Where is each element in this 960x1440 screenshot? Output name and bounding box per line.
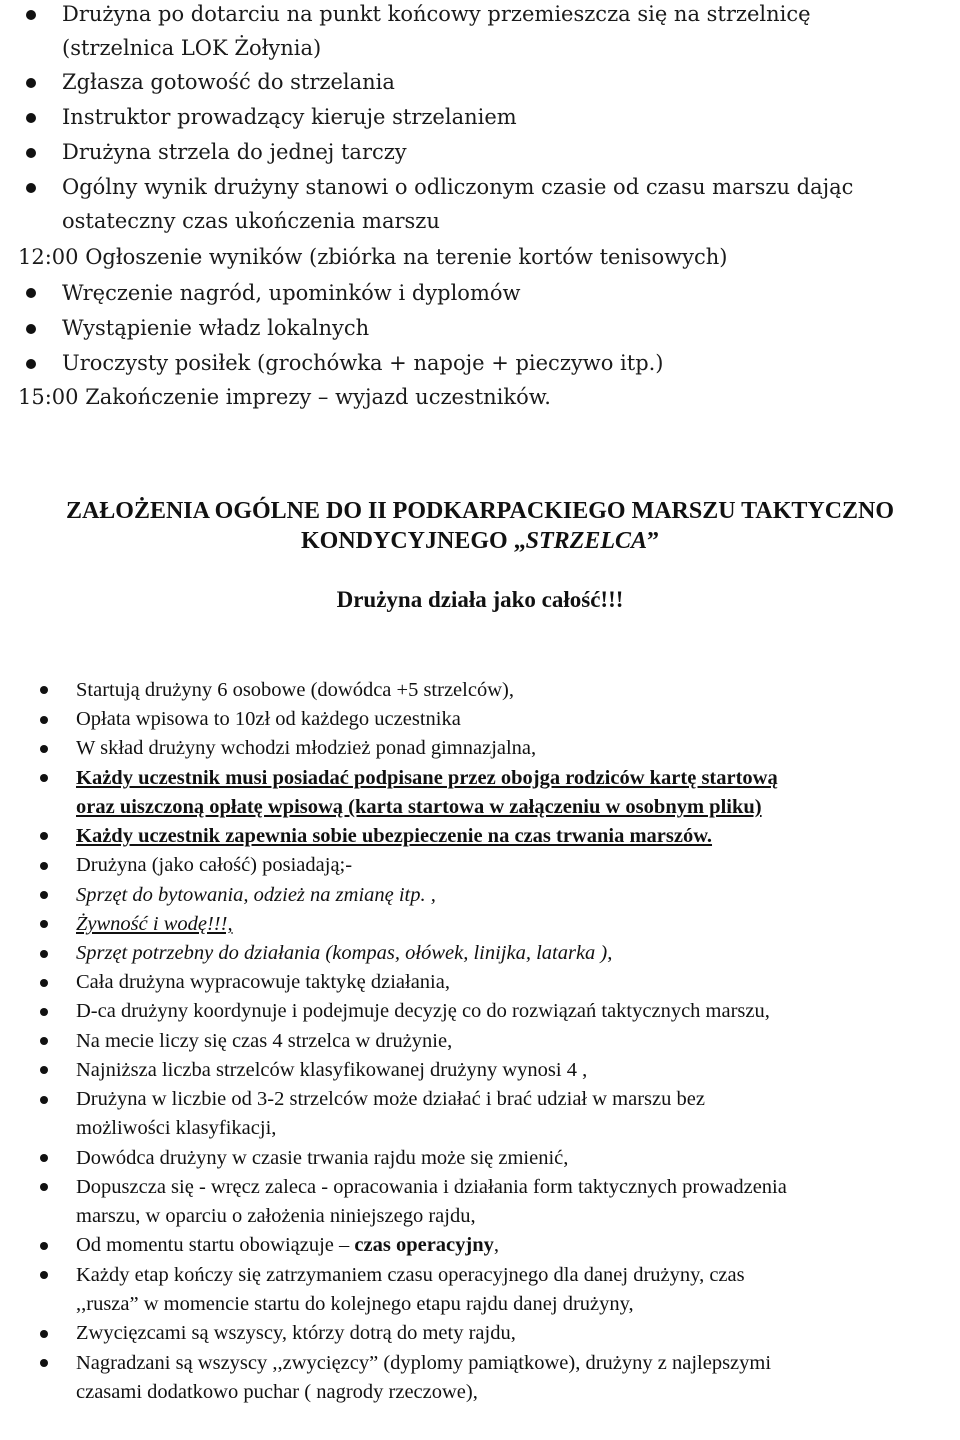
heading-line-2 [0, 526, 960, 556]
bullet-icon [26, 78, 36, 88]
rule-item: Drużyna (jako całość) posiadają;- [76, 854, 353, 876]
bullet-icon [40, 1330, 48, 1338]
rule-item: czasami dodatkowo puchar ( nagrody rzeczowe), [76, 1381, 478, 1403]
rule-item-emphasis: Każdy uczestnik musi posiadać podpisane przez obojga rodziców kartę startową [76, 767, 778, 789]
rule-item: marszu, w oparciu o założenia niniejszego rajdu, [76, 1205, 476, 1227]
rule-item: Sprzęt potrzebny do działania (kompas, ołówek, linijka, latarka ), [76, 942, 613, 964]
rule-item [76, 1232, 499, 1258]
bullet-icon [40, 1008, 48, 1016]
rule-item: Zwycięzcami są wszyscy, którzy dotrą do mety rajdu, [76, 1322, 516, 1344]
bullet-icon [40, 979, 48, 987]
bullet-icon [40, 716, 48, 724]
rule-item: W skład drużyny wchodzi młodzież ponad gimnazjalna, [76, 737, 537, 759]
bullet-icon [26, 148, 36, 158]
heading-line-1: ZAŁOŻENIA OGÓLNE DO II PODKARPACKIEGO MARSZU TAKTYCZNO [65, 498, 895, 524]
rule-item-emphasis: Każdy uczestnik zapewnia sobie ubezpieczenie na czas trwania marszów. [76, 825, 713, 847]
bullet-icon [26, 288, 36, 298]
schedule-time-line: 15:00 Zakończenie imprezy – wyjazd uczestników. [18, 385, 551, 409]
rule-item: Dowódca drużyny w czasie trwania rajdu może się zmienić, [76, 1147, 569, 1169]
rule-item-emphasis: oraz uiszczoną opłatę wpisową (karta startowa w załączeniu w osobnym pliku) [76, 796, 762, 818]
bullet-icon [26, 113, 36, 123]
rule-item: Opłata wpisowa to 10zł od każdego uczestnika [76, 708, 461, 730]
bullet-icon [40, 686, 48, 694]
rule-item: Startują drużyny 6 osobowe (dowódca +5 strzelców), [76, 679, 514, 701]
section-heading [0, 496, 960, 556]
rule-item: Na mecie liczy się czas 4 strzelca w drużynie, [76, 1030, 453, 1052]
bullet-icon [40, 920, 48, 928]
bullet-icon [26, 324, 36, 334]
bullet-icon [40, 1096, 48, 1104]
rule-item: Dopuszcza się - wręcz zaleca - opracowania i działania form taktycznych prowadzenia [76, 1176, 787, 1198]
rule-text: , [493, 1234, 500, 1256]
bullet-icon [40, 862, 48, 870]
bullet-icon [40, 1037, 48, 1045]
schedule-line: ostateczny czas ukończenia marszu [62, 209, 440, 233]
schedule-line: Ogólny wynik drużyny stanowi o odliczonym czasie od czasu marszu dając [62, 175, 854, 199]
rule-item: Żywność i wodę!!!, [76, 913, 233, 935]
heading-subtitle: Drużyna działa jako całość!!! [336, 587, 624, 612]
rule-item: Każdy etap kończy się zatrzymaniem czasu operacyjnego dla danej drużyny, czas [76, 1264, 745, 1286]
heading-italic-name: STRZELCA [525, 528, 648, 554]
rule-item: Sprzęt do bytowania, odzież na zmianę itp. , [76, 884, 436, 906]
rule-item: Drużyna w liczbie od 3-2 strzelców może działać i brać udział w marszu bez [76, 1088, 705, 1110]
bullet-icon [40, 745, 48, 753]
bullet-icon [40, 1359, 48, 1367]
schedule-line: Zgłasza gotowość do strzelania [62, 70, 395, 94]
bullet-icon [40, 891, 48, 899]
schedule-line: Drużyna strzela do jednej tarczy [62, 140, 407, 164]
bullet-icon [40, 1154, 48, 1162]
rule-item: D-ca drużyny koordynuje i podejmuje decyzję co do rozwiązań taktycznych marszu, [76, 1000, 770, 1022]
rule-item: Cała drużyna wypracowuje taktykę działania, [76, 971, 450, 993]
rule-item: ,,rusza” w momencie startu do kolejnego etapu rajdu danej drużyny, [76, 1293, 634, 1315]
bullet-icon [40, 950, 48, 958]
bullet-icon [40, 1271, 48, 1279]
bullet-icon [40, 1242, 48, 1250]
bullet-icon [40, 1066, 48, 1074]
bullet-icon [40, 832, 48, 840]
schedule-line: Instruktor prowadzący kieruje strzelaniem [62, 105, 517, 129]
bullet-icon [26, 10, 36, 20]
schedule-line: Wręczenie nagród, upominków i dyplomów [62, 281, 521, 305]
rule-item: Najniższa liczba strzelców klasyfikowanej drużyny wynosi 4 , [76, 1059, 588, 1081]
schedule-line: Wystąpienie władz lokalnych [62, 316, 370, 340]
schedule-line: (strzelnica LOK Żołynia) [62, 36, 322, 60]
heading-line-2-prefix: KONDYCYJNEGO „ [300, 528, 526, 554]
bullet-icon [26, 183, 36, 193]
heading-line-2-suffix: ” [647, 528, 660, 554]
rule-bold-term: czas operacyjny [354, 1234, 494, 1256]
bullet-icon [26, 359, 36, 369]
schedule-line: Uroczysty posiłek (grochówka + napoje + pieczywo itp.) [62, 351, 664, 375]
schedule-time-line: 12:00 Ogłoszenie wyników (zbiórka na terenie kortów tenisowych) [18, 245, 728, 269]
rule-item: Nagradzani są wszyscy ,,zwycięzcy” (dyplomy pamiątkowe), drużyny z najlepszymi [76, 1352, 772, 1374]
schedule-line: Drużyna po dotarciu na punkt końcowy przemieszcza się na strzelnicę [62, 2, 811, 26]
bullet-icon [40, 1183, 48, 1191]
bullet-icon [40, 774, 48, 782]
rule-text: Od momentu startu obowiązuje – [76, 1234, 355, 1256]
rule-item: możliwości klasyfikacji, [76, 1117, 277, 1139]
